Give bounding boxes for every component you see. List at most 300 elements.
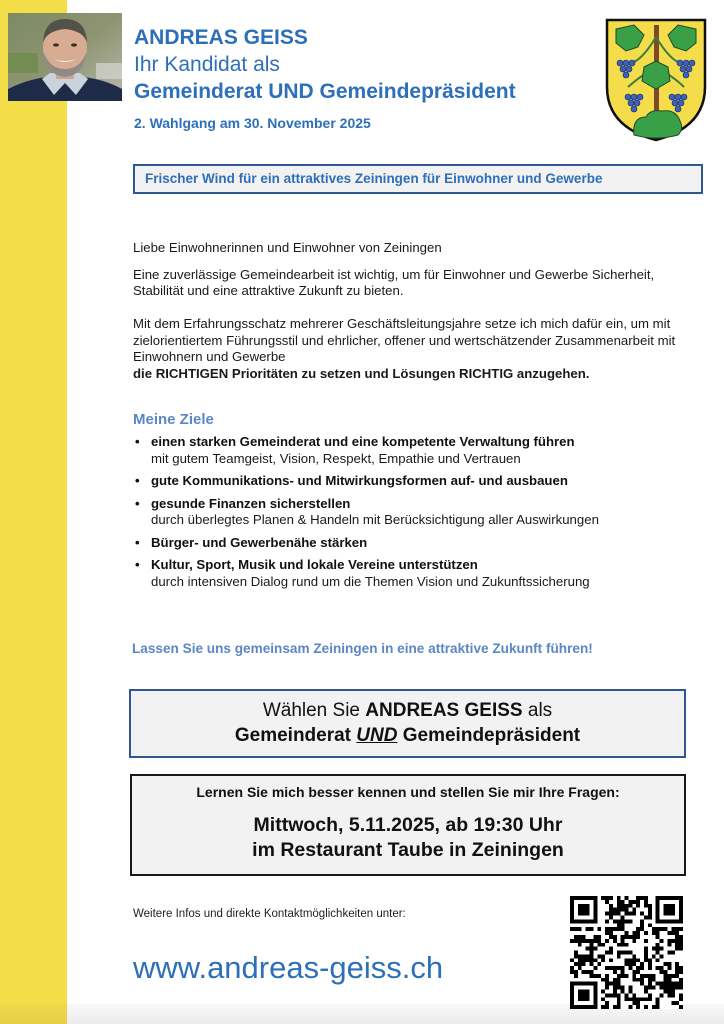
qr-module bbox=[582, 919, 586, 923]
qr-module bbox=[625, 935, 629, 939]
qr-module bbox=[675, 947, 679, 951]
qr-module bbox=[621, 915, 625, 919]
vote-prefix: Wählen Sie bbox=[262, 700, 366, 721]
qr-module bbox=[644, 900, 648, 904]
letter-body bbox=[133, 240, 693, 382]
qr-module bbox=[609, 896, 613, 900]
qr-module bbox=[570, 912, 574, 916]
event-intro: Lernen Sie mich besser kennen und stellen Sie mir Ihre Fragen: bbox=[196, 784, 620, 800]
qr-module bbox=[640, 974, 644, 978]
qr-module bbox=[574, 982, 578, 986]
qr-module bbox=[597, 927, 601, 931]
qr-module bbox=[636, 904, 640, 908]
qr-module bbox=[582, 997, 586, 1001]
qr-module bbox=[586, 1005, 590, 1009]
qr-module bbox=[644, 904, 648, 908]
qr-module bbox=[628, 962, 632, 966]
qr-module bbox=[671, 951, 675, 955]
qr-module bbox=[578, 943, 582, 947]
election-date: 2. Wahlgang am 30. November 2025 bbox=[134, 115, 371, 131]
qr-module bbox=[632, 962, 636, 966]
qr-module bbox=[578, 966, 582, 970]
qr-module bbox=[664, 927, 668, 931]
qr-module bbox=[660, 986, 664, 990]
vote-box bbox=[129, 689, 686, 758]
goal-item bbox=[133, 557, 703, 590]
qr-module bbox=[605, 982, 609, 986]
qr-module bbox=[582, 982, 586, 986]
qr-module bbox=[664, 974, 668, 978]
qr-module bbox=[632, 900, 636, 904]
qr-module bbox=[574, 951, 578, 955]
qr-module bbox=[574, 939, 578, 943]
goal-title: Kultur, Sport, Musik und lokale Vereine unterstützen bbox=[151, 557, 478, 572]
qr-module bbox=[589, 919, 593, 923]
qr-module bbox=[679, 970, 683, 974]
qr-module bbox=[679, 986, 683, 990]
qr-module bbox=[597, 954, 601, 958]
qr-module bbox=[675, 970, 679, 974]
qr-module bbox=[652, 954, 656, 958]
qr-module bbox=[636, 1005, 640, 1009]
qr-module bbox=[593, 966, 597, 970]
qr-module bbox=[679, 904, 683, 908]
qr-module bbox=[570, 915, 574, 919]
qr-module bbox=[617, 982, 621, 986]
qr-module bbox=[609, 931, 613, 935]
qr-module bbox=[667, 993, 671, 997]
qr-module bbox=[593, 904, 597, 908]
qr-module bbox=[613, 970, 617, 974]
qr-module bbox=[679, 997, 683, 1001]
qr-module bbox=[632, 908, 636, 912]
qr-module bbox=[609, 908, 613, 912]
qr-module bbox=[671, 982, 675, 986]
qr-module bbox=[625, 904, 629, 908]
qr-module bbox=[656, 982, 660, 986]
qr-module bbox=[597, 935, 601, 939]
qr-module bbox=[617, 986, 621, 990]
qr-module bbox=[675, 931, 679, 935]
qr-module bbox=[675, 935, 679, 939]
qr-module bbox=[570, 939, 574, 943]
qr-module bbox=[667, 990, 671, 994]
goal-title: Bürger- und Gewerbenähe stärken bbox=[151, 534, 368, 550]
qr-module bbox=[644, 990, 648, 994]
qr-module bbox=[671, 986, 675, 990]
qr-module bbox=[621, 990, 625, 994]
qr-module bbox=[640, 962, 644, 966]
qr-module bbox=[675, 966, 679, 970]
qr-module bbox=[648, 923, 652, 927]
qr-module bbox=[589, 1005, 593, 1009]
qr-module bbox=[582, 912, 586, 916]
qr-module bbox=[593, 912, 597, 916]
qr-module bbox=[648, 978, 652, 982]
qr-module bbox=[660, 939, 664, 943]
qr-module bbox=[636, 997, 640, 1001]
qr-module bbox=[675, 939, 679, 943]
qr-module bbox=[621, 908, 625, 912]
qr-module bbox=[656, 947, 660, 951]
qr-module bbox=[609, 935, 613, 939]
qr-module bbox=[660, 927, 664, 931]
qr-module bbox=[675, 896, 679, 900]
qr-module bbox=[636, 970, 640, 974]
qr-module bbox=[648, 986, 652, 990]
qr-module bbox=[652, 947, 656, 951]
qr-module bbox=[636, 896, 640, 900]
qr-module bbox=[671, 1001, 675, 1005]
qr-module bbox=[656, 943, 660, 947]
qr-module bbox=[671, 993, 675, 997]
qr-module bbox=[605, 931, 609, 935]
qr-module bbox=[644, 954, 648, 958]
qr-module bbox=[628, 997, 632, 1001]
qr-module bbox=[582, 990, 586, 994]
vote-name: ANDREAS GEISS bbox=[365, 700, 523, 721]
qr-module bbox=[667, 974, 671, 978]
qr-module bbox=[675, 943, 679, 947]
qr-module bbox=[582, 904, 586, 908]
qr-module bbox=[660, 966, 664, 970]
qr-module bbox=[582, 908, 586, 912]
qr-module bbox=[671, 908, 675, 912]
qr-module bbox=[593, 900, 597, 904]
qr-module bbox=[679, 900, 683, 904]
qr-module bbox=[644, 997, 648, 1001]
qr-module bbox=[593, 947, 597, 951]
qr-module bbox=[636, 900, 640, 904]
qr-module bbox=[636, 1001, 640, 1005]
qr-module bbox=[652, 927, 656, 931]
qr-module bbox=[613, 978, 617, 982]
qr-module bbox=[664, 970, 668, 974]
qr-module bbox=[578, 919, 582, 923]
qr-module bbox=[636, 927, 640, 931]
qr-module bbox=[593, 1005, 597, 1009]
qr-module bbox=[679, 935, 683, 939]
qr-module bbox=[574, 974, 578, 978]
qr-module bbox=[593, 997, 597, 1001]
qr-module bbox=[671, 912, 675, 916]
qr-module bbox=[679, 982, 683, 986]
qr-module bbox=[632, 997, 636, 1001]
qr-module bbox=[617, 997, 621, 1001]
qr-module bbox=[570, 1001, 574, 1005]
qr-module bbox=[589, 896, 593, 900]
qr-module bbox=[605, 939, 609, 943]
qr-module bbox=[586, 939, 590, 943]
website-link[interactable]: www.andreas-geiss.ch bbox=[133, 950, 444, 985]
candidate-subtitle: Ihr Kandidat als bbox=[134, 53, 280, 76]
qr-module bbox=[570, 970, 574, 974]
qr-module bbox=[628, 912, 632, 916]
qr-module bbox=[609, 927, 613, 931]
qr-module bbox=[570, 900, 574, 904]
qr-module bbox=[625, 974, 629, 978]
qr-module bbox=[617, 908, 621, 912]
qr-module bbox=[679, 919, 683, 923]
qr-module bbox=[605, 927, 609, 931]
qr-module bbox=[656, 927, 660, 931]
qr-module bbox=[667, 982, 671, 986]
qr-module bbox=[578, 896, 582, 900]
qr-module bbox=[625, 997, 629, 1001]
goal-subtitle: mit gutem Teamgeist, Vision, Respekt, Empathie und Vertrauen bbox=[151, 450, 521, 466]
qr-module bbox=[586, 958, 590, 962]
goal-title: gesunde Finanzen sicherstellen bbox=[151, 495, 351, 511]
qr-module bbox=[636, 966, 640, 970]
qr-module bbox=[625, 931, 629, 935]
qr-module bbox=[574, 1005, 578, 1009]
qr-module bbox=[644, 986, 648, 990]
qr-module bbox=[589, 974, 593, 978]
qr-module bbox=[605, 912, 609, 916]
qr-module bbox=[644, 1005, 648, 1009]
qr-module bbox=[667, 951, 671, 955]
qr-module bbox=[675, 962, 679, 966]
letter-greeting: Liebe Einwohnerinnen und Einwohner von Zeiningen bbox=[133, 240, 442, 255]
qr-module bbox=[679, 915, 683, 919]
qr-module bbox=[667, 931, 671, 935]
qr-code-icon[interactable] bbox=[570, 896, 683, 1009]
qr-module bbox=[582, 970, 586, 974]
qr-module bbox=[656, 912, 660, 916]
qr-module bbox=[586, 904, 590, 908]
call-to-action: Lassen Sie uns gemeinsam Zeiningen in eine attraktive Zukunft führen! bbox=[132, 641, 593, 656]
qr-module bbox=[628, 1005, 632, 1009]
qr-module bbox=[605, 978, 609, 982]
qr-module bbox=[605, 966, 609, 970]
qr-module bbox=[664, 919, 668, 923]
qr-module bbox=[578, 962, 582, 966]
qr-module bbox=[648, 908, 652, 912]
qr-module bbox=[605, 919, 609, 923]
vote-suffix: als bbox=[522, 700, 553, 721]
qr-module bbox=[570, 982, 574, 986]
qr-module bbox=[667, 986, 671, 990]
qr-module bbox=[617, 1001, 621, 1005]
qr-module bbox=[660, 970, 664, 974]
qr-module bbox=[609, 958, 613, 962]
goal-item bbox=[133, 535, 703, 552]
qr-module bbox=[625, 943, 629, 947]
qr-module bbox=[613, 986, 617, 990]
qr-module bbox=[582, 954, 586, 958]
qr-module bbox=[632, 912, 636, 916]
qr-module bbox=[667, 939, 671, 943]
qr-module bbox=[648, 966, 652, 970]
qr-module bbox=[664, 986, 668, 990]
qr-module bbox=[597, 943, 601, 947]
goals-list bbox=[133, 434, 703, 596]
qr-module bbox=[648, 962, 652, 966]
qr-module bbox=[640, 923, 644, 927]
qr-module bbox=[632, 974, 636, 978]
qr-module bbox=[613, 990, 617, 994]
candidate-name: ANDREAS GEISS bbox=[134, 26, 308, 49]
qr-module bbox=[675, 927, 679, 931]
qr-module bbox=[628, 919, 632, 923]
qr-module bbox=[593, 908, 597, 912]
qr-module bbox=[625, 993, 629, 997]
qr-module bbox=[613, 908, 617, 912]
qr-module bbox=[632, 978, 636, 982]
qr-module bbox=[601, 896, 605, 900]
qr-module bbox=[589, 939, 593, 943]
qr-module bbox=[586, 947, 590, 951]
qr-module bbox=[679, 978, 683, 982]
qr-module bbox=[586, 982, 590, 986]
qr-module bbox=[617, 951, 621, 955]
qr-module bbox=[586, 990, 590, 994]
qr-module bbox=[644, 896, 648, 900]
qr-module bbox=[621, 974, 625, 978]
qr-module bbox=[656, 935, 660, 939]
qr-module bbox=[617, 966, 621, 970]
qr-module bbox=[586, 919, 590, 923]
vote-role-und: UND bbox=[356, 725, 398, 746]
qr-module bbox=[578, 912, 582, 916]
qr-module bbox=[625, 908, 629, 912]
qr-module bbox=[605, 986, 609, 990]
qr-module bbox=[636, 935, 640, 939]
qr-module bbox=[621, 943, 625, 947]
qr-module bbox=[640, 982, 644, 986]
qr-module bbox=[617, 912, 621, 916]
qr-module bbox=[589, 982, 593, 986]
qr-module bbox=[664, 990, 668, 994]
qr-module bbox=[656, 908, 660, 912]
qr-module bbox=[617, 904, 621, 908]
qr-module bbox=[621, 927, 625, 931]
goal-subtitle: durch überlegtes Planen & Handeln mit Berücksichtigung aller Auswirkungen bbox=[151, 512, 599, 527]
qr-module bbox=[582, 896, 586, 900]
bullet-icon: • bbox=[135, 434, 140, 449]
qr-module bbox=[609, 966, 613, 970]
qr-module bbox=[636, 978, 640, 982]
qr-module bbox=[570, 896, 574, 900]
qr-module bbox=[586, 970, 590, 974]
qr-module bbox=[675, 919, 679, 923]
bullet-icon: • bbox=[135, 495, 140, 511]
qr-module bbox=[586, 993, 590, 997]
bottom-shadow-band bbox=[0, 1004, 67, 1024]
qr-module bbox=[656, 904, 660, 908]
qr-module bbox=[578, 993, 582, 997]
bullet-icon: • bbox=[135, 473, 140, 488]
qr-module bbox=[621, 966, 625, 970]
qr-module bbox=[667, 912, 671, 916]
qr-module bbox=[609, 982, 613, 986]
qr-module bbox=[636, 958, 640, 962]
qr-module bbox=[660, 954, 664, 958]
qr-module bbox=[609, 951, 613, 955]
qr-module bbox=[671, 990, 675, 994]
qr-module bbox=[601, 1005, 605, 1009]
qr-module bbox=[586, 954, 590, 958]
qr-module bbox=[625, 962, 629, 966]
qr-module bbox=[617, 927, 621, 931]
qr-module bbox=[675, 1001, 679, 1005]
qr-module bbox=[656, 966, 660, 970]
qr-module bbox=[656, 958, 660, 962]
coat-of-arms-icon bbox=[604, 17, 708, 143]
qr-module bbox=[574, 919, 578, 923]
goal-item bbox=[133, 496, 703, 529]
qr-module bbox=[613, 927, 617, 931]
event-box bbox=[130, 774, 686, 876]
qr-module bbox=[574, 896, 578, 900]
qr-module bbox=[679, 943, 683, 947]
qr-module bbox=[644, 931, 648, 935]
qr-module bbox=[656, 951, 660, 955]
qr-module bbox=[640, 912, 644, 916]
qr-module bbox=[679, 927, 683, 931]
qr-module bbox=[617, 896, 621, 900]
qr-module bbox=[605, 974, 609, 978]
qr-module bbox=[617, 993, 621, 997]
qr-module bbox=[679, 912, 683, 916]
qr-module bbox=[667, 919, 671, 923]
bullet-icon: • bbox=[135, 557, 140, 572]
qr-module bbox=[586, 908, 590, 912]
qr-module bbox=[586, 912, 590, 916]
qr-module bbox=[660, 993, 664, 997]
qr-module bbox=[621, 939, 625, 943]
qr-module bbox=[589, 947, 593, 951]
qr-module bbox=[593, 896, 597, 900]
qr-module bbox=[667, 962, 671, 966]
qr-module bbox=[640, 997, 644, 1001]
qr-module bbox=[570, 904, 574, 908]
qr-module bbox=[589, 958, 593, 962]
qr-module bbox=[570, 1005, 574, 1009]
qr-module bbox=[621, 904, 625, 908]
qr-module bbox=[586, 997, 590, 1001]
qr-module bbox=[570, 908, 574, 912]
qr-module bbox=[613, 982, 617, 986]
qr-module bbox=[628, 990, 632, 994]
qr-module bbox=[593, 919, 597, 923]
qr-module bbox=[593, 982, 597, 986]
qr-module bbox=[632, 1001, 636, 1005]
qr-module bbox=[605, 993, 609, 997]
qr-module bbox=[621, 923, 625, 927]
vote-line-2 bbox=[131, 723, 684, 749]
qr-module bbox=[667, 943, 671, 947]
qr-module bbox=[652, 986, 656, 990]
qr-module bbox=[586, 927, 590, 931]
qr-module bbox=[652, 978, 656, 982]
qr-module bbox=[582, 958, 586, 962]
qr-module bbox=[667, 966, 671, 970]
qr-module bbox=[578, 1005, 582, 1009]
qr-module bbox=[593, 986, 597, 990]
qr-module bbox=[578, 982, 582, 986]
qr-module bbox=[609, 947, 613, 951]
goals-title: Meine Ziele bbox=[133, 411, 214, 428]
qr-module bbox=[597, 974, 601, 978]
qr-module bbox=[628, 966, 632, 970]
qr-module bbox=[582, 1005, 586, 1009]
qr-module bbox=[593, 915, 597, 919]
qr-module bbox=[628, 904, 632, 908]
qr-module bbox=[640, 966, 644, 970]
qr-module bbox=[605, 900, 609, 904]
qr-module bbox=[664, 962, 668, 966]
